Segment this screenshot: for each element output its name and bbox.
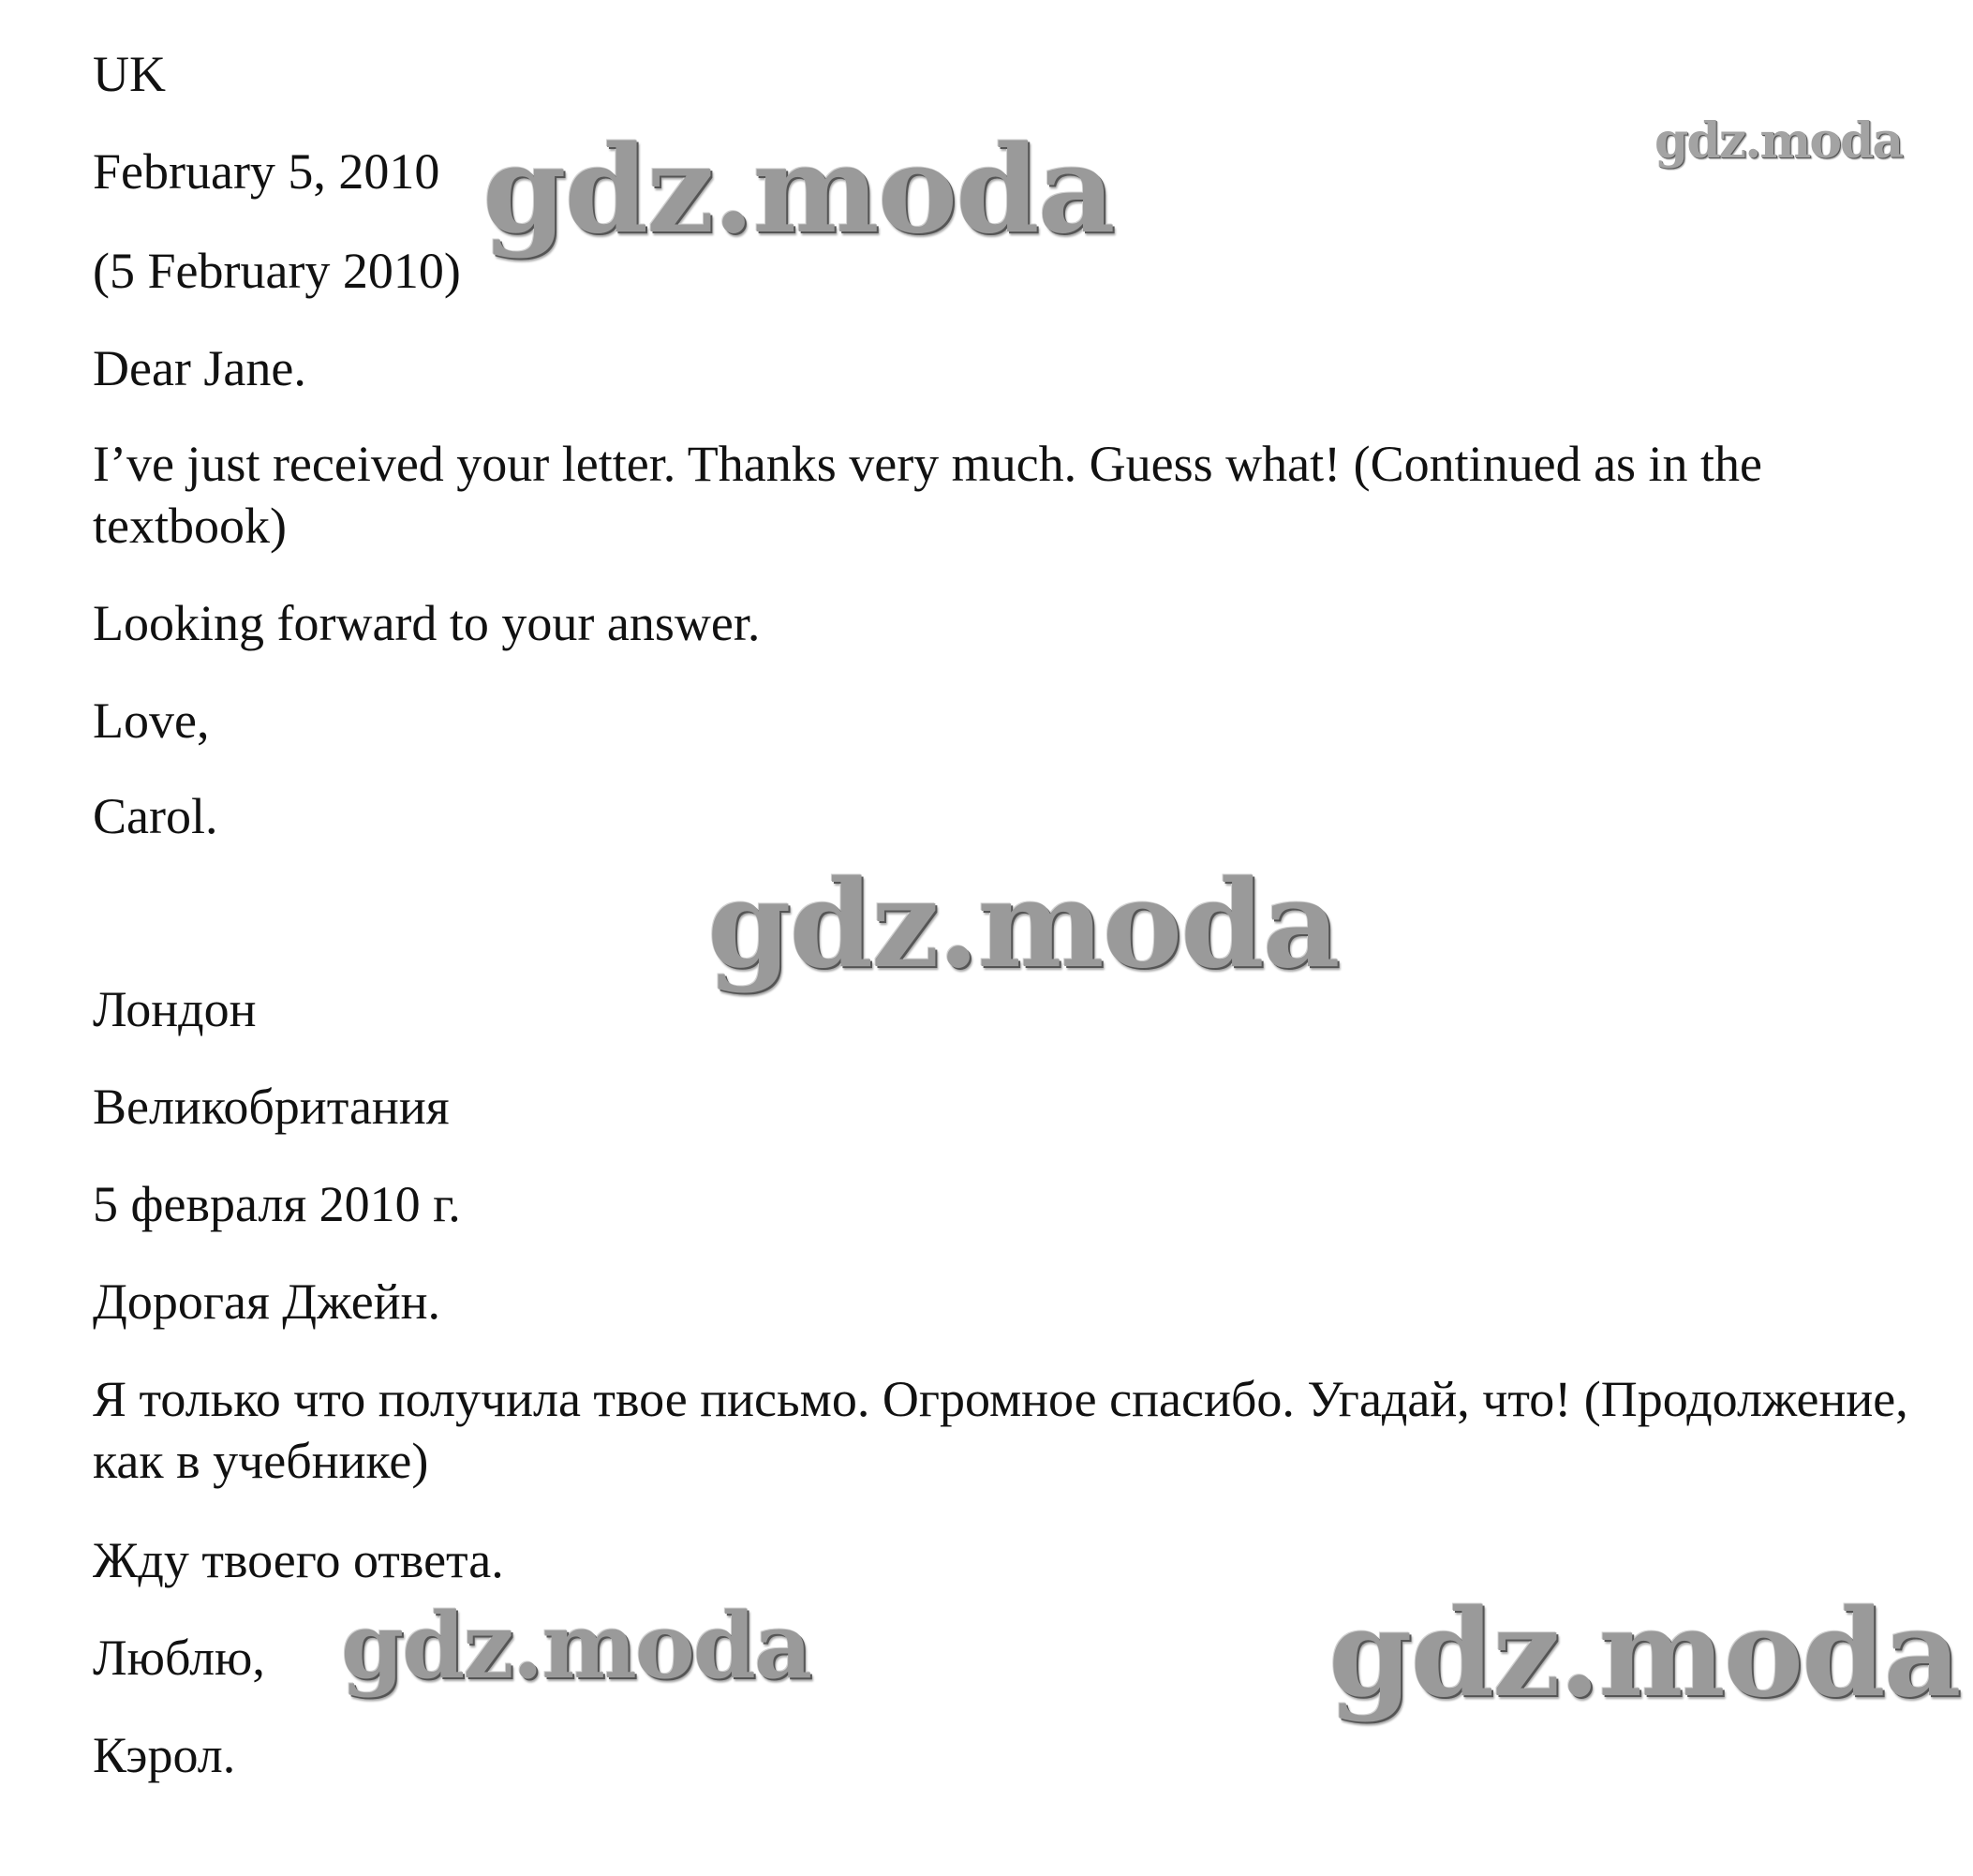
watermark-logo: gdz.moda <box>707 855 1339 995</box>
english-date-us: February 5, 2010 <box>93 143 440 200</box>
russian-body: Я только что получила твое письмо. Огромное спасибо. Угадай, что! (Продолжение, как в учебнике) <box>93 1371 1908 1489</box>
english-closing-line: Looking forward to your answer. <box>93 595 761 651</box>
english-date-uk: (5 February 2010) <box>93 243 461 299</box>
russian-country: Великобритания <box>93 1079 450 1135</box>
russian-sign-off: Люблю, <box>93 1630 265 1686</box>
english-greeting: Dear Jane. <box>93 340 306 396</box>
english-body: I’ve just received your letter. Thanks very much. Guess what! (Continued as in the textbook) <box>93 436 1763 554</box>
russian-city: Лондон <box>93 981 257 1037</box>
english-sign-off: Love, <box>93 692 210 749</box>
russian-signature: Кэрол. <box>93 1727 236 1783</box>
russian-date: 5 февраля 2010 г. <box>93 1176 461 1232</box>
watermark-logo: gdz.moda <box>482 120 1114 261</box>
english-signature: Carol. <box>93 788 218 844</box>
watermark-logo: gdz.moda <box>341 1593 811 1699</box>
english-country: UK <box>93 46 166 102</box>
watermark-logo: gdz.moda <box>1654 112 1903 170</box>
russian-closing-line: Жду твоего ответа. <box>93 1532 504 1588</box>
watermark-logo: gdz.moda <box>1328 1584 1960 1724</box>
russian-greeting: Дорогая Джейн. <box>93 1273 440 1330</box>
